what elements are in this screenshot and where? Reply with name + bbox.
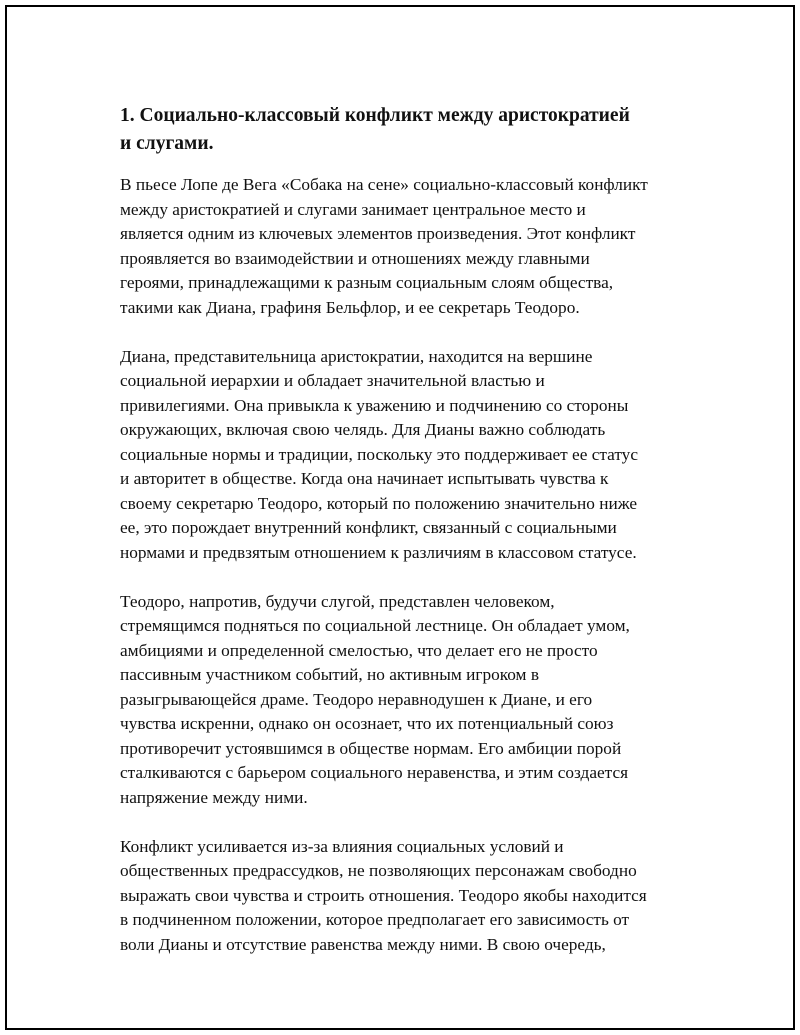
text-line: амбициями и определенной смелостью, что делает его не просто — [120, 640, 598, 660]
text-line: общественных предрассудков, не позволяющих персонажам свободно — [120, 861, 637, 880]
text-line: воли Дианы и отсутствие равенства между ними. В свою очередь, — [120, 934, 606, 954]
text-line: героями, принадлежащими к разным социальным слоям общества, — [120, 273, 614, 292]
text-line: такими как Диана, графиня Бельфлор, и ее секретарь Теодоро. — [120, 297, 580, 317]
text-line: окружающих, включая свою челядь. Для Дианы важно соблюдать — [120, 420, 606, 439]
text-line: социальной иерархии и обладает значительной властью и — [120, 371, 545, 390]
text-line: привилегиями. Она привыкла к уважению и подчинению со стороны — [120, 395, 629, 415]
text-line: стремящимся подняться по социальной лестнице. Он обладает умом, — [120, 616, 630, 635]
text-line: чувства искренни, однако он осознает, что их потенциальный союз — [120, 714, 614, 733]
text-line: напряжение между ними. — [120, 787, 308, 807]
section-heading — [120, 102, 698, 158]
text-line: В пьесе Лопе де Вега «Собака на сене» социально-классовый конфликт — [120, 175, 648, 194]
text-line: Конфликт усиливается из-за влияния социальных условий и — [120, 836, 564, 856]
section-heading-line: 1. Социально-классовый конфликт между аристократией — [120, 105, 630, 126]
text-line: своему секретарю Теодоро, который по положению значительно ниже — [120, 493, 638, 513]
section-heading-line: и слугами. — [120, 133, 214, 154]
text-line: выражать свои чувства и строить отношения. Теодоро якобы находится — [120, 885, 647, 905]
document-body — [120, 102, 698, 982]
text-line: между аристократией и слугами занимает центральное место и — [120, 199, 586, 219]
paragraph-3 — [120, 590, 698, 811]
text-line: Диана, представительница аристократии, находится на вершине — [120, 346, 593, 366]
text-line: является одним из ключевых элементов произведения. Этот конфликт — [120, 224, 636, 243]
paragraph-4 — [120, 835, 698, 958]
text-line: нормами и предвзятым отношением к различиям в классовом статусе. — [120, 542, 637, 562]
paragraph-1 — [120, 173, 698, 320]
text-line: и авторитет в обществе. Когда она начинает испытывать чувства к — [120, 469, 609, 488]
text-line: проявляется во взаимодействии и отношениях между главными — [120, 248, 590, 268]
paragraph-2 — [120, 345, 698, 566]
text-line: социальные нормы и традиции, поскольку это поддерживает ее статус — [120, 444, 638, 464]
text-line: сталкиваются с барьером социального неравенства, и этим создается — [120, 763, 629, 782]
text-line: разыгрывающейся драме. Теодоро неравнодушен к Диане, и его — [120, 689, 593, 709]
text-line: противоречит устоявшимся в обществе нормам. Его амбиции порой — [120, 738, 622, 758]
text-line: пассивным участником событий, но активным игроком в — [120, 665, 539, 684]
page-frame — [5, 5, 795, 1030]
text-line: Теодоро, напротив, будучи слугой, представлен человеком, — [120, 591, 555, 611]
text-line: в подчиненном положении, которое предполагает его зависимость от — [120, 910, 630, 929]
text-line: ее, это порождает внутренний конфликт, связанный с социальными — [120, 518, 617, 537]
